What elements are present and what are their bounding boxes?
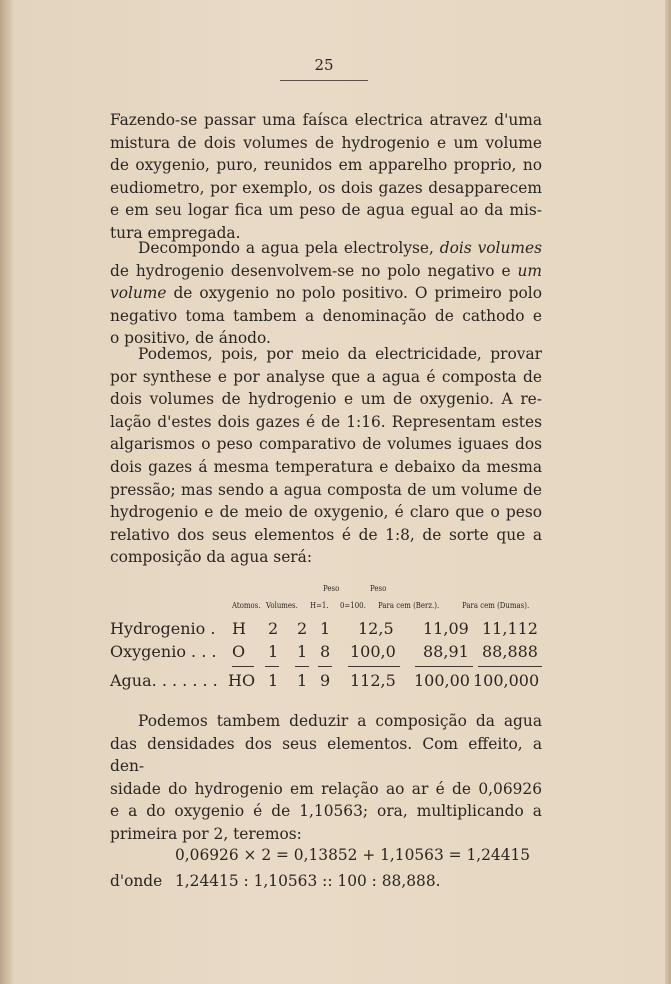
table-header: Atomos. — [232, 601, 261, 611]
text-line: lação d'estes dois gazes é de 1:16. Representam estes — [110, 412, 542, 431]
volumes-value: 1 — [268, 642, 279, 661]
weight-o-value: 112,5 — [350, 671, 396, 690]
sum-rule — [348, 666, 400, 667]
table-header: Volumes. — [266, 601, 298, 611]
weight-h-value: 2 — [297, 619, 308, 638]
paragraph-1 — [110, 109, 542, 245]
atoms-value: HO — [228, 671, 256, 690]
paragraph-2 — [110, 237, 542, 350]
table-header: Para cem (Berz.). — [378, 601, 440, 611]
equation-2 — [110, 872, 441, 890]
text-line: pressão; mas sendo a agua composta de um volume de — [110, 480, 542, 499]
text-line: tura empregada. — [110, 223, 241, 242]
weight-o-value: 100,0 — [350, 642, 396, 661]
equation-label: d'onde — [110, 872, 163, 890]
emphasis: volume — [110, 284, 167, 303]
text-line: volume de oxygenio no polo positivo. O primeiro polo — [110, 284, 542, 303]
table-header-top: Peso — [323, 584, 340, 594]
sum-rule — [415, 666, 473, 667]
equation-body: 1,24415 : 1,10563 :: 100 : 88,888. — [175, 872, 441, 890]
table-row — [110, 619, 542, 643]
element-name: Agua. . . . . . . — [110, 671, 218, 690]
text-line: relativo dos seus elementos é de 1:8, de sorte que a — [110, 525, 542, 544]
text-line: de oxygenio, puro, reunidos em apparelho proprio, no — [110, 156, 542, 175]
emphasis: um — [517, 261, 542, 280]
element-name: Hydrogenio . — [110, 619, 216, 638]
berz-value: 11,09 — [423, 619, 469, 638]
text-line: das densidades dos seus elementos. Com effeito, a den- — [110, 734, 542, 776]
volumes-value: 2 — [268, 619, 279, 638]
table-header: Para cem (Dumas). — [462, 601, 530, 611]
element-name: Oxygenio . . . — [110, 642, 217, 661]
table-header-top: Peso — [370, 584, 387, 594]
text-line: dois volumes de hydrogenio e um de oxygenio. A re- — [110, 390, 542, 409]
text-line: composição da agua será: — [110, 548, 313, 567]
text-line: negativo toma tambem a denominação de cathodo e — [110, 306, 542, 325]
weight-o-value: 12,5 — [358, 619, 394, 638]
weight-h-value: 1 — [297, 642, 308, 661]
page-edge — [665, 0, 671, 984]
table-row — [110, 642, 542, 666]
paragraph-4 — [110, 710, 542, 846]
text-line: e em seu logar fica um peso de agua egual ao da mis- — [110, 201, 542, 220]
text-line: dois gazes á mesma temperatura e debaixo da mesma — [110, 457, 542, 476]
weight-h-value: 9 — [320, 671, 331, 690]
text-line: de hydrogenio desenvolvem-se no polo negativo e um — [110, 261, 542, 280]
equation-1: 0,06926 × 2 = 0,13852 + 1,10563 = 1,24415 — [175, 846, 531, 864]
text-line: eudiometro, por exemplo, os dois gazes desapparecem — [110, 178, 542, 197]
text-line: e a do oxygenio é de 1,10563; ora, multiplicando a — [110, 802, 542, 821]
table-row — [110, 671, 542, 695]
text-line: o positivo, de ánodo. — [110, 329, 271, 348]
text-line: mistura de dois volumes de hydrogenio e um volume — [110, 133, 542, 152]
weight-h-value: 1 — [320, 619, 331, 638]
page-number: 25 — [314, 56, 334, 74]
text-line: Podemos tambem deduzir a composição da agua — [138, 712, 542, 730]
dumas-value: 88,888 — [482, 642, 538, 661]
table-header: H=1. — [310, 601, 329, 611]
sum-rule — [232, 666, 254, 667]
atoms-value: H — [232, 619, 246, 638]
sum-rule — [295, 666, 309, 667]
sum-rule — [318, 666, 332, 667]
text-line: Fazendo-se passar uma faísca electrica atravez d'uma — [110, 111, 542, 129]
text-line: por synthese e por analyse que a agua é composta de — [110, 367, 542, 386]
volumes-value: 1 — [268, 671, 279, 690]
text-line: hydrogenio e de meio de oxygenio, é claro que o peso — [110, 503, 542, 522]
berz-value: 100,00 — [414, 671, 470, 690]
text-line: Podemos, pois, por meio da electricidade, provar — [138, 345, 542, 363]
text-line: sidade do hydrogenio em relação ao ar é de 0,06926 — [110, 779, 542, 798]
dumas-value: 11,112 — [482, 619, 538, 638]
weight-h-value: 8 — [320, 642, 331, 661]
sum-rule — [265, 666, 279, 667]
text-line: Decompondo a agua pela electrolyse, dois volumes — [138, 239, 542, 257]
text-line: primeira por 2, teremos: — [110, 824, 302, 843]
berz-value: 88,91 — [423, 642, 469, 661]
dumas-value: 100,000 — [473, 671, 540, 690]
table-header: 0=100. — [340, 601, 366, 611]
page-number-rule — [280, 80, 368, 81]
atoms-value: O — [232, 642, 246, 661]
paragraph-3 — [110, 343, 542, 569]
sum-rule — [478, 666, 542, 667]
text-line: algarismos o peso comparativo de volumes iguaes dos — [110, 435, 542, 454]
weight-h-value: 1 — [297, 671, 308, 690]
emphasis: dois volumes — [439, 239, 542, 257]
